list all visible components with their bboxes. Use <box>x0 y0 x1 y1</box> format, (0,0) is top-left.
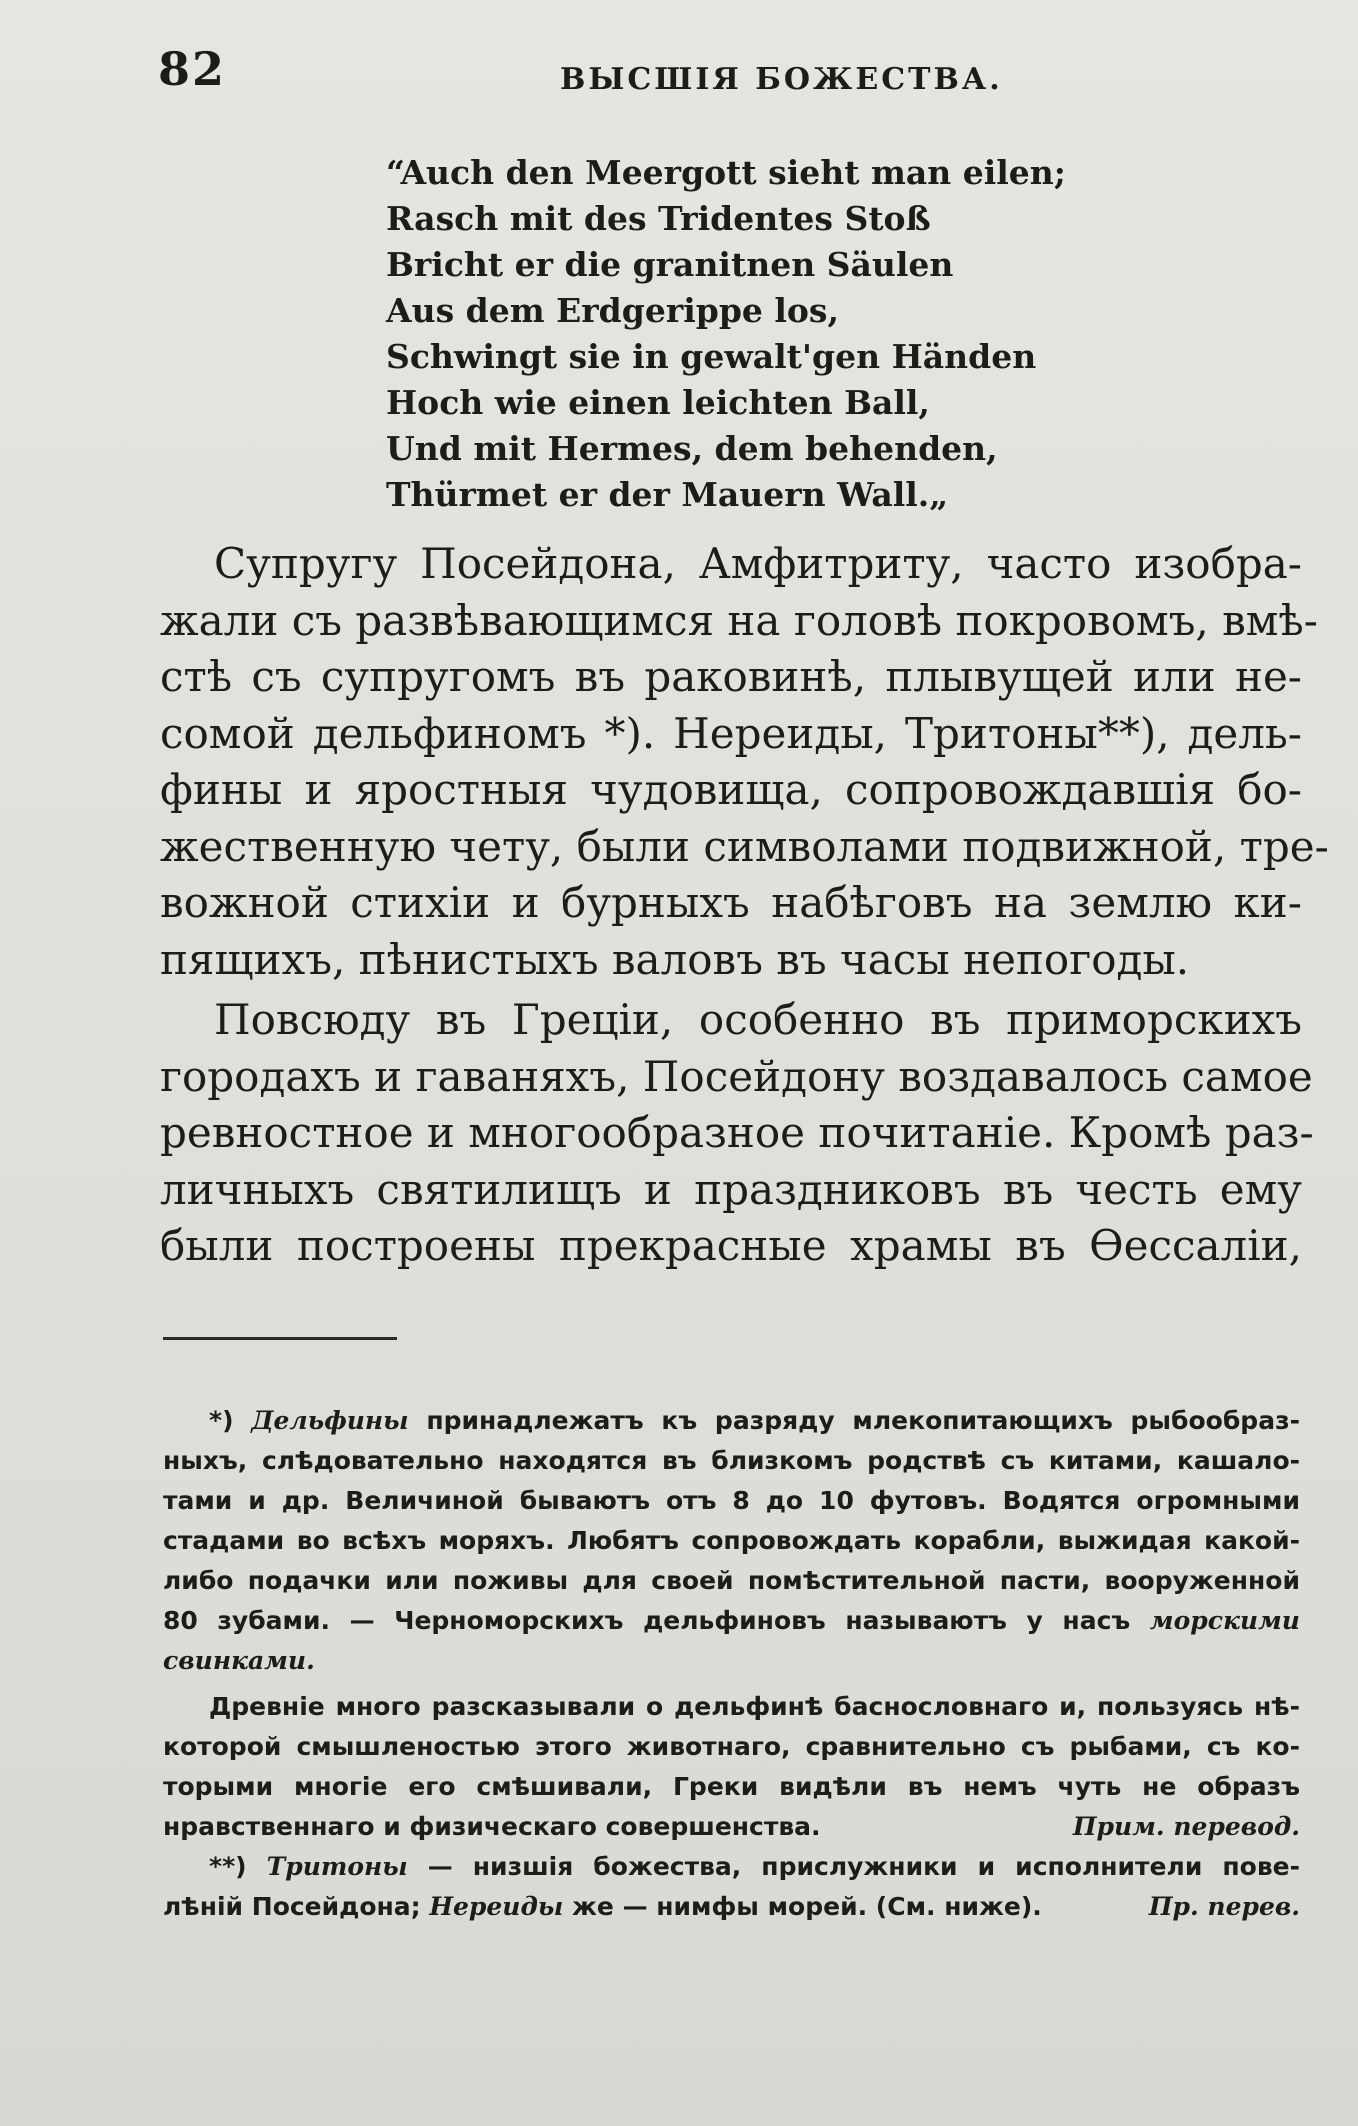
page-header <box>158 42 1298 102</box>
footnote-line <box>163 1401 1300 1441</box>
footnote-text: 80 зубами. — Черноморскихъ дельфиновъ называютъ у насъ <box>163 1606 1131 1635</box>
footnote-term: Нереиды <box>429 1892 564 1921</box>
text-line: жественную чету, были символами подвижной, тре- <box>160 821 1329 871</box>
footnote-line <box>163 1887 1300 1927</box>
footnote-text: лѣній Посейдона; <box>163 1892 421 1921</box>
text-line: Повсюду въ Греціи, особенно въ приморскихъ <box>214 995 1302 1044</box>
text-line: вожной стихіи и бурныхъ набѣговъ на землю ки- <box>160 878 1302 927</box>
poem-line: Bricht er die granitnen Säulen <box>386 245 954 284</box>
translator-note: Пр. перев. <box>1148 1892 1300 1921</box>
footnote-line <box>163 1847 1300 1887</box>
footnote-term: Тритоны <box>266 1852 408 1881</box>
poem-line: Und mit Hermes, dem behenden, <box>386 429 998 468</box>
footnote-line: которой смышленостью этого животнаго, сравнительно съ рыбами, съ ко- <box>163 1732 1300 1761</box>
footnote-italic: свинками. <box>163 1646 315 1675</box>
poem-line: Schwingt sie in gewalt'gen Händen <box>386 337 1037 376</box>
footnote-line: тами и др. Величиной бываютъ отъ 8 до 10 футовъ. Водятся огромными <box>163 1486 1300 1515</box>
text-line: фины и яростныя чудовища, сопровождавшія бо- <box>160 765 1302 814</box>
footnote-line <box>163 1641 1300 1681</box>
footnote-line: стадами во всѣхъ моряхъ. Любятъ сопровождать корабли, выжидая какой- <box>163 1526 1300 1555</box>
poem-line: Aus dem Erdgerippe los, <box>386 291 839 330</box>
footnote-text: же — нимфы морей. (См. ниже). <box>572 1892 1042 1921</box>
text-line: городахъ и гаваняхъ, Посейдону воздавалось самое <box>160 1051 1313 1101</box>
page-number: 82 <box>158 42 227 96</box>
text-line: сомой дельфиномъ *). Нереиды, Тритоны**), дель- <box>160 708 1302 758</box>
footnote-line: ныхъ, слѣдовательно находятся въ близкомъ родствѣ съ китами, кашало- <box>163 1446 1300 1475</box>
text-line: личныхъ святилищъ и праздниковъ въ честь ему <box>160 1164 1302 1214</box>
footnote-text: нравственнаго и физическаго совершенства. <box>163 1812 821 1841</box>
running-title: ВЫСШІЯ БОЖЕСТВА. <box>560 62 1003 97</box>
poem-line: Rasch mit des Tridentes Stoß <box>386 199 931 238</box>
poem-line: Hoch wie einen leichten Ball, <box>386 383 930 422</box>
text-line: пящихъ, пѣнистыхъ валовъ въ часы непогоды. <box>160 934 1190 984</box>
footnote-line: торыми многіе его смѣшивали, Греки видѣли въ немъ чуть не образъ <box>163 1772 1300 1801</box>
main-text <box>160 536 1329 1275</box>
text-line: были построены прекрасные храмы въ Ѳессаліи, <box>160 1221 1302 1270</box>
footnote-line: либо подачки или поживы для своей помѣстительной пасти, вооруженной <box>163 1566 1300 1595</box>
text-line: стѣ съ супругомъ въ раковинѣ, плывущей или не- <box>160 652 1302 701</box>
footnote-line: Древніе много разсказывали о дельфинѣ баснословнаго и, пользуясь нѣ- <box>209 1692 1300 1721</box>
text-line: ревностное и многообразное почитаніе. Кромѣ раз- <box>160 1108 1314 1157</box>
footnote-text: принадлежатъ къ разряду млекопитающихъ рыбообраз- <box>426 1406 1300 1435</box>
translator-note: Прим. перевод. <box>1072 1812 1300 1841</box>
german-poem <box>386 150 1066 518</box>
text-line: Супругу Посейдона, Амфитриту, часто изобра- <box>214 539 1302 588</box>
poem-line: “Auch den Meergott sieht man eilen; <box>386 153 1066 192</box>
footnote-term: Дельфины <box>251 1406 409 1435</box>
footnote-divider <box>163 1337 397 1340</box>
footnote-marker: *) <box>209 1406 234 1435</box>
footnote-italic: морскими <box>1149 1606 1300 1635</box>
footnote-text: — низшія божества, прислужники и исполнители пове- <box>427 1852 1300 1881</box>
poem-line: Thürmet er der Mauern Wall.„ <box>386 475 949 514</box>
footnote-line <box>163 1601 1300 1641</box>
footnote-marker: **) <box>209 1852 247 1881</box>
text-line: жали съ развѣвающимся на головѣ покровомъ, вмѣ- <box>160 595 1318 645</box>
footnote-line <box>163 1807 1300 1847</box>
footnotes <box>163 1401 1300 1927</box>
